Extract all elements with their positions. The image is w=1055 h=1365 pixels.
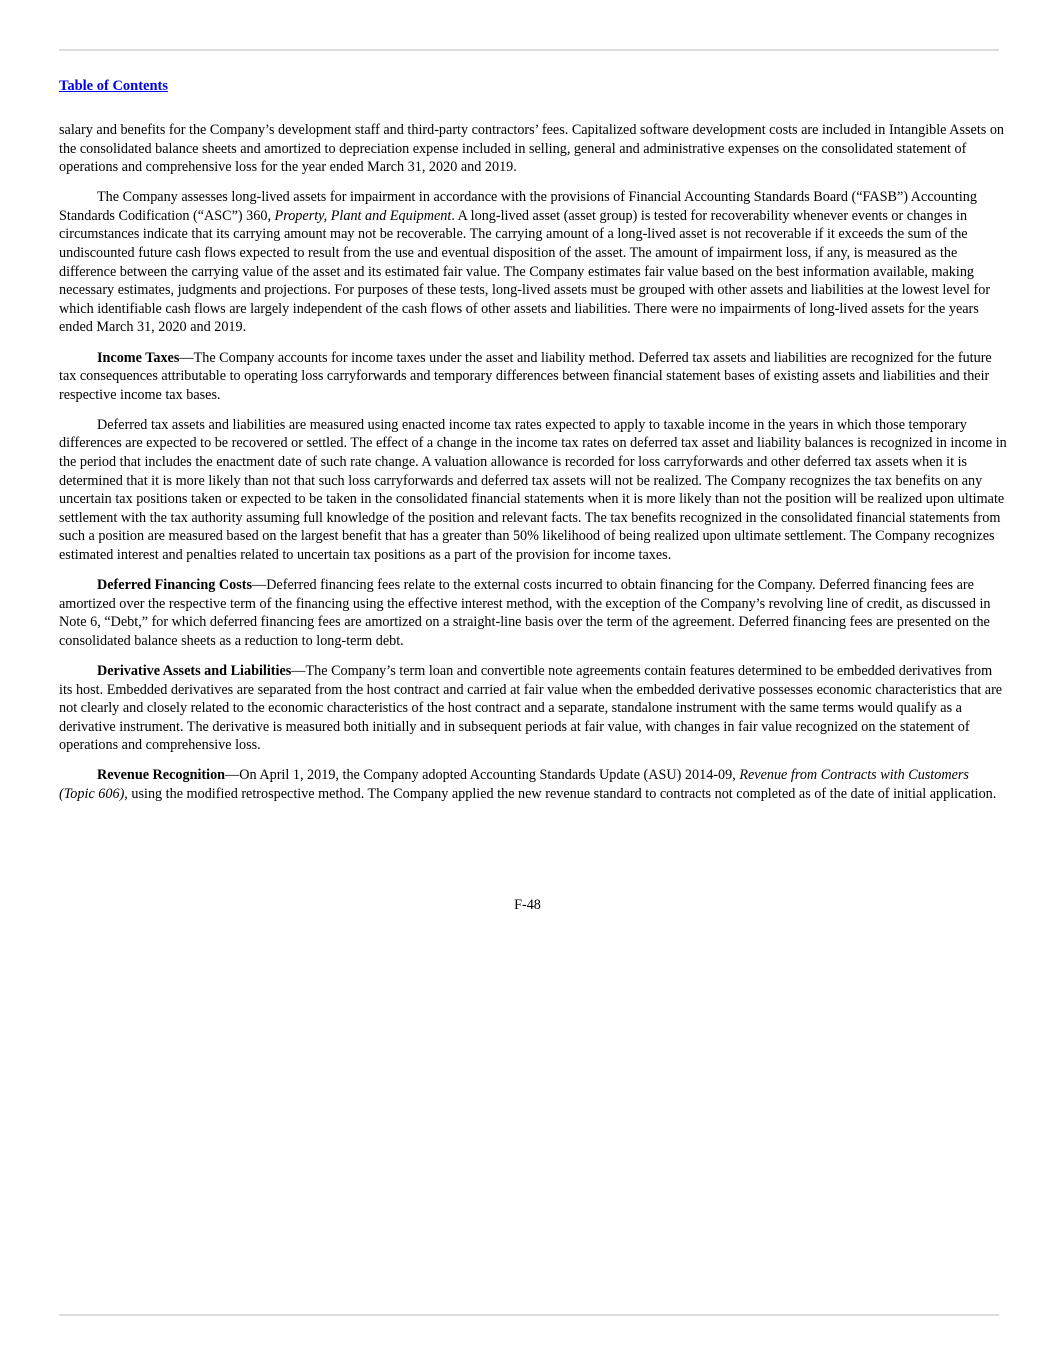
paragraph-text: salary and benefits for the Company’s development staff and third-party contractors’ fees. Capitalized software development costs are included in Intangible Assets on the consolidated balance sheets and amortized to depreciation expense included in selling, general and administrative expenses on the consolidated statement of operations and comprehensive loss for the year ended March 31, 2020 and 2019. — [59, 122, 1005, 176]
paragraph-long-lived-assets — [59, 188, 1007, 337]
bottom-divider — [59, 1314, 999, 1316]
paragraph-income-taxes — [59, 349, 1007, 405]
top-divider — [59, 49, 999, 51]
section-heading-derivatives: Derivative Assets and Liabilities — [97, 662, 292, 679]
paragraph-text: . A long-lived asset (asset group) is tested for recoverability whenever events or changes in circumstances indicate that its carrying amount may not be recoverable. The carrying amount of a long-lived asset is not recoverable if it exceeds the sum of the undiscounted future cash flows expected to result from the use and eventual disposition of the asset. The amount of impairment loss, if any, is measured as the difference between the carrying value of the asset and its estimated fair value. The Company estimates fair value based on the best information available, making necessary estimates, judgments and projections. For purposes of these tests, long-lived assets must be grouped with other assets and liabilities at the lowest level for which identifiable cash flows are largely independent of the cash flows of other assets and liabilities. There were no impairments of long-lived assets for the years ended March 31, 2020 and 2019. — [59, 207, 991, 336]
page-number: F-48 — [514, 897, 541, 913]
paragraph-text: —Deferred financing fees relate to the external costs incurred to obtain financing for the Company. Deferred financing fees are amortized over the respective term of the financing using the effective interest method, with the exception of the Company’s revolving line of credit, as discussed in Note 6, “Debt,” for which deferred financing fees are amortized on a straight-line basis over the term of the agreement. Deferred financing fees are presented on the consolidated balance sheets as a reduction to long-term debt. — [59, 577, 991, 649]
paragraph-text: —On April 1, 2019, the Company adopted Accounting Standards Update (ASU) 2014-09, — [225, 767, 740, 784]
paragraph-text: —The Company accounts for income taxes under the asset and liability method. Deferred tax assets and liabilities are recognized for the future tax consequences attributable to operating loss carryforwards and temporary differences between financial statement bases of existing assets and liabilities and their respective income tax bases. — [59, 349, 992, 403]
table-of-contents-link[interactable]: Table of Contents — [59, 78, 169, 94]
paragraph-capitalized-software — [59, 121, 1007, 177]
document-body — [59, 121, 1007, 815]
paragraph-revenue-recognition — [59, 766, 1007, 803]
paragraph-deferred-tax — [59, 416, 1007, 565]
section-heading-income-taxes: Income Taxes — [97, 349, 180, 366]
paragraph-text: The Company assesses long-lived assets for impairment in accordance with the provisions of Financial Accounting Standards Board (“FASB”) Accounting Standards Codification (“ASC”) 360, — [59, 189, 977, 224]
paragraph-text: , using the modified retrospective method. The Company applied the new revenue standard to contracts not completed as of the date of initial application. — [124, 786, 997, 802]
section-heading-deferred-financing: Deferred Financing Costs — [97, 577, 252, 594]
standard-title-italic: Revenue from Contracts with Customers (Topic 606) — [59, 767, 969, 802]
paragraph-deferred-financing — [59, 576, 1007, 650]
paragraph-text: —The Company’s term loan and convertible note agreements contain features determined to be embedded derivatives from its host. Embedded derivatives are separated from the host contract and carried at fair value when the embedded derivative possesses economic characteristics that are not clearly and closely related to the economic characteristics of the host contract and a separate, standalone instrument with the same terms would qualify as a derivative instrument. The derivative is measured both initially and in subsequent periods at fair value, with changes in fair value recognized on the statement of operations and comprehensive loss. — [59, 662, 1003, 754]
paragraph-derivatives — [59, 662, 1007, 755]
paragraph-text: Deferred tax assets and liabilities are measured using enacted income tax rates expected to apply to taxable income in the years in which those temporary differences are expected to be recovered or settled. The effect of a change in the income tax rates on deferred tax asset and liability balances is recognized in income in the period that includes the enactment date of such rate change. A valuation allowance is recorded for loss carryforwards and other deferred tax assets when it is determined that it is more likely than not that such loss carryforwards and deferred tax assets will not be realized. The Company recognizes the tax benefits on any uncertain tax positions taken or expected to be taken in the consolidated financial statements when it is more likely than not the position will be realized upon ultimate settlement with the tax authority assuming full knowledge of the position and relevant facts. The tax benefits recognized in the consolidated financial statements from such a position are measured based on the largest benefit that has a greater than 50% likelihood of being realized upon ultimate settlement. The Company recognizes estimated interest and penalties related to uncertain tax positions as a part of the provision for income taxes. — [59, 416, 1007, 563]
standard-title-italic: Property, Plant and Equipment — [274, 207, 452, 224]
section-heading-revenue-recognition: Revenue Recognition — [97, 767, 226, 784]
